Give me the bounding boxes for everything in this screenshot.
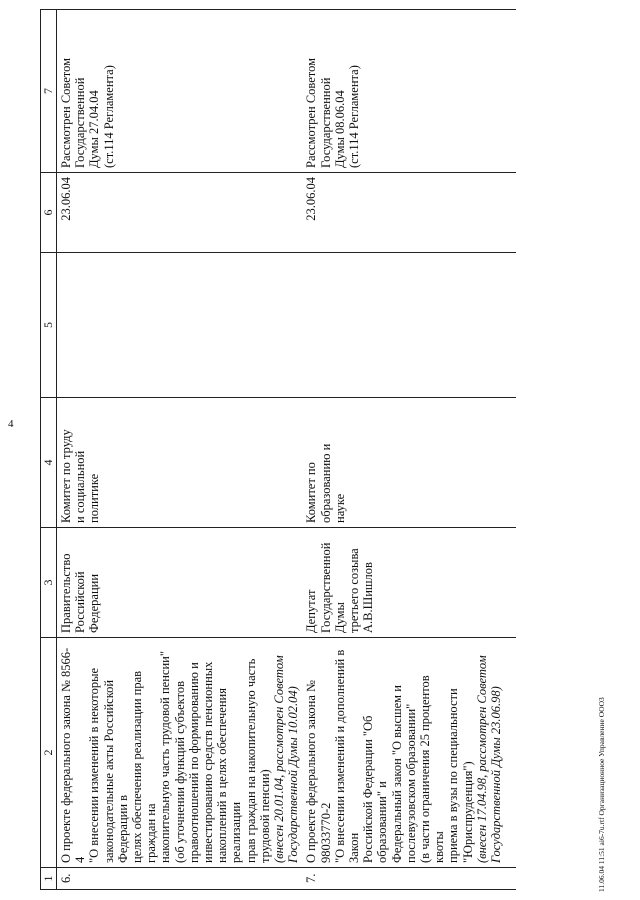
text-line: послевузовском образовании" [403,703,418,863]
text-line: Думы [332,602,347,633]
committee-cell [302,398,516,528]
text-line: "О внесении изменений в некоторые [87,667,102,863]
text-line: третьего созыва [347,548,362,633]
page-number: 4 [8,418,14,430]
table-row [302,10,516,890]
text-line: политике [87,473,102,523]
empty-cell [302,253,516,398]
column-header: 4 [41,398,57,528]
text-line: трудовой пенсии) [257,769,272,863]
status-cell [57,10,303,173]
date-cell: 23.06.04 [57,173,303,253]
text-line: Государственной [318,77,333,168]
text-line: Рассмотрен Советом [59,57,73,168]
text-line: накоплений в целях обеспечения реализации [215,688,244,863]
text-line: Депутат [304,589,319,633]
text-line: Государственной [73,77,88,168]
text-line: "Юриспруденция") [460,761,475,863]
text-line: Комитет по [304,462,319,523]
author-cell [57,528,303,638]
row-number: 6. [57,868,303,890]
text-line: и социальной [73,450,88,523]
text-line: Комитет по труду [59,429,73,523]
agenda-table-page [40,10,620,890]
bill-description [57,638,303,868]
note-line: (внесен 20.01.04, рассмотрен Советом [272,655,287,863]
agenda-table [40,9,516,890]
text-line: Думы 08.06.04 [332,90,347,168]
bill-description [302,638,516,868]
text-line: накопительную часть трудовой пенсии" [158,651,173,863]
date-cell: 23.06.04 [302,173,516,253]
column-header-row [41,10,57,890]
text-line: (ст.114 Регламента) [347,65,362,168]
column-header: 7 [41,10,57,173]
column-header: 2 [41,638,57,868]
text-line: О проекте федерального закона № 8566-4 [59,647,88,863]
status-cell [302,10,516,173]
text-line: Федеральный закон "О высшем и [389,685,404,863]
note-line: (внесен 17.04.98, рассмотрен Советом [474,655,489,863]
note-line: Государственной Думы 10.02.04) [286,686,301,863]
text-line: О проекте федерального закона № 98033770-2 [304,680,333,863]
text-line: А.В.Шишлов [361,562,376,633]
text-line: науке [332,493,347,523]
text-line: правоотношений по формированию и [186,662,201,863]
row-number: 7. [302,868,516,890]
committee-cell [57,398,303,528]
footer-stamp: 11.06.04 11:51 ai6-7u.rtf Организационное Управление ООО3 [597,697,606,892]
text-line: Рассмотрен Советом [304,57,319,168]
empty-cell [57,253,303,398]
text-line: (об уточнении функций субъектов [172,681,187,863]
text-line: "О внесении изменений и дополнений в Закон [332,649,362,863]
note-line: Государственной Думы 23.06.98) [489,686,504,863]
column-header: 6 [41,173,57,253]
text-line: приема в вузы по специальности [446,688,461,863]
text-line: Федерации [87,573,102,633]
text-line: прав граждан на накопительную часть [243,658,258,863]
text-line: Думы 27.04.04 [87,90,102,168]
author-cell [302,528,516,638]
text-line: Российской Федерации "Об образовании" и [361,715,390,863]
text-line: законодательные акты Российской Федерации в [101,679,130,863]
column-header: 3 [41,528,57,638]
text-line: Российской [73,571,88,633]
text-line: Государственной [318,542,333,633]
text-line: Правительство [59,553,73,633]
column-header: 5 [41,253,57,398]
text-line: целях обеспечения реализации прав граждан на [130,670,159,863]
text-line: инвестированию средств пенсионных [201,661,216,863]
text-line: образованию и [318,443,333,523]
text-line: (ст.114 Регламента) [101,65,116,168]
table-row [57,10,303,890]
text-line: (в части ограничения 25 процентов квоты [418,675,447,863]
column-header: 1 [41,868,57,890]
